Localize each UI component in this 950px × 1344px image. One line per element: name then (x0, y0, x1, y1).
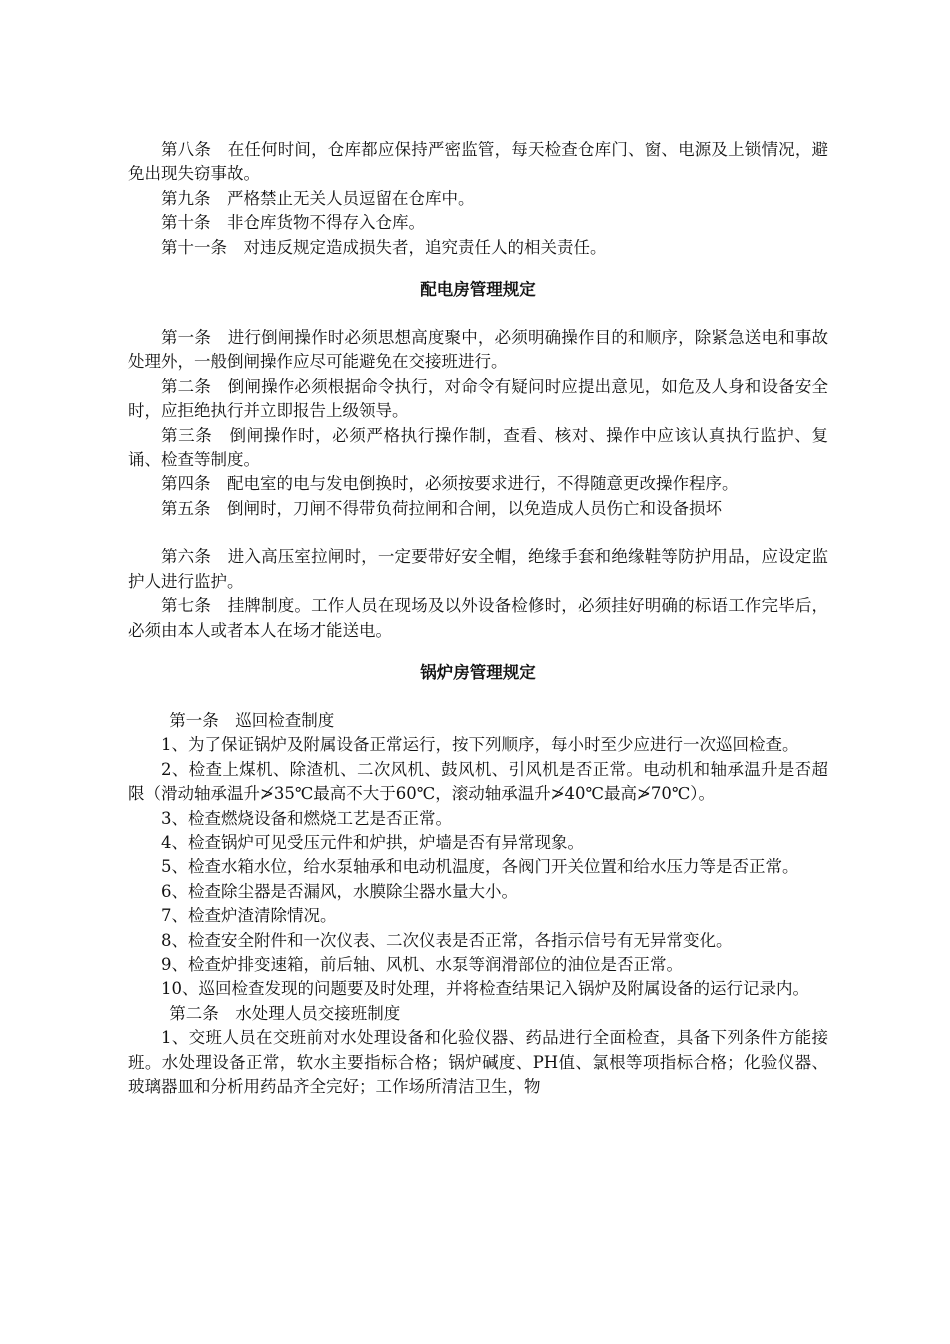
power-article-7: 第七条 挂牌制度。工作人员在现场及以外设备检修时，必须挂好明确的标语工作完毕后，必须由本人或者本人在场才能送电。 (128, 596, 828, 640)
boiler-article-1-item-9: 9、检查炉排变速箱，前后轴、风机、水泵等润滑部位的油位是否正常。 (161, 954, 683, 974)
boiler-article-1-heading: 第一条 巡回检查制度 (169, 710, 335, 730)
power-article-4: 第四条 配电室的电与发电倒换时，必须按要求进行，不得随意更改操作程序。 (161, 474, 739, 494)
article-11: 第十一条 对违反规定造成损失者，追究责任人的相关责任。 (161, 237, 607, 257)
article-9: 第九条 严格禁止无关人员逗留在仓库中。 (161, 188, 475, 208)
power-room-rules (128, 326, 828, 643)
boiler-article-2-item-1: 1、交班人员在交班前对水处理设备和化验仪器、药品进行全面检查，具备下列条件方能接班。水处理设备正常，软水主要指标合格；锅炉碱度、PH值、氯根等项指标合格；化验仪器、玻璃器皿和分析用药品齐全完好；工作场所清洁卫生，物 (128, 1028, 828, 1096)
boiler-article-1-item-2: 2、检查上煤机、除渣机、二次风机、鼓风机、引风机是否正常。电动机和轴承温升是否超限（滑动轴承温升≯35℃最高不大于60℃，滚动轴承温升≯40℃最高≯70℃）。 (128, 759, 828, 804)
boiler-article-1-item-8: 8、检查安全附件和一次仪表、二次仪表是否正常，各指示信号有无异常变化。 (161, 930, 733, 950)
boiler-article-1-item-1: 1、为了保证锅炉及附属设备正常运行，按下列顺序，每小时至少应进行一次巡回检查。 (161, 735, 799, 755)
warehouse-rules-tail (128, 138, 828, 260)
boiler-article-1-item-5: 5、检查水箱水位，给水泵轴承和电动机温度，各阀门开关位置和给水压力等是否正常。 (161, 857, 799, 877)
boiler-article-1-item-6: 6、检查除尘器是否漏风，水膜除尘器水量大小。 (161, 881, 518, 901)
article-8: 第八条 在任何时间，仓库都应保持严密监管，每天检查仓库门、窗、电源及上锁情况，避免出现失窃事故。 (128, 140, 828, 184)
power-room-title: 配电房管理规定 (420, 280, 536, 300)
boiler-article-2-heading: 第二条 水处理人员交接班制度 (169, 1003, 401, 1023)
power-article-3: 第三条 倒闸操作时，必须严格执行操作制，查看、核对、操作中应该认真执行监护、复诵、检查等制度。 (128, 425, 828, 470)
boiler-article-1-item-7: 7、检查炉渣清除情况。 (161, 906, 337, 926)
power-article-6: 第六条 进入高压室拉闸时，一定要带好安全帽，绝缘手套和绝缘鞋等防护用品，应设定监护人进行监护。 (128, 547, 828, 591)
boiler-article-1-item-10: 10、巡回检查发现的问题要及时处理，并将检查结果记入锅炉及附属设备的运行记录内。 (161, 979, 809, 999)
boiler-article-1-item-3: 3、检查燃烧设备和燃烧工艺是否正常。 (161, 808, 452, 828)
document-body (128, 138, 828, 1099)
boiler-room-title: 锅炉房管理规定 (420, 662, 536, 682)
boiler-room-rules (128, 709, 828, 1100)
power-article-1: 第一条 进行倒闸操作时必须思想高度聚中，必须明确操作目的和顺序，除紧急送电和事故处理外，一般倒闸操作应尽可能避免在交接班进行。 (128, 328, 828, 372)
power-article-2: 第二条 倒闸操作必须根据命令执行，对命令有疑问时应提出意见，如危及人身和设备安全时，应拒绝执行并立即报告上级领导。 (128, 376, 828, 421)
power-article-5: 第五条 倒闸时，刀闸不得带负荷拉闸和合闸，以免造成人员伤亡和设备损坏 (161, 498, 722, 518)
boiler-article-1-item-4: 4、检查锅炉可见受压元件和炉拱，炉墙是否有异常现象。 (161, 832, 584, 852)
article-10: 第十条 非仓库货物不得存入仓库。 (161, 213, 425, 233)
